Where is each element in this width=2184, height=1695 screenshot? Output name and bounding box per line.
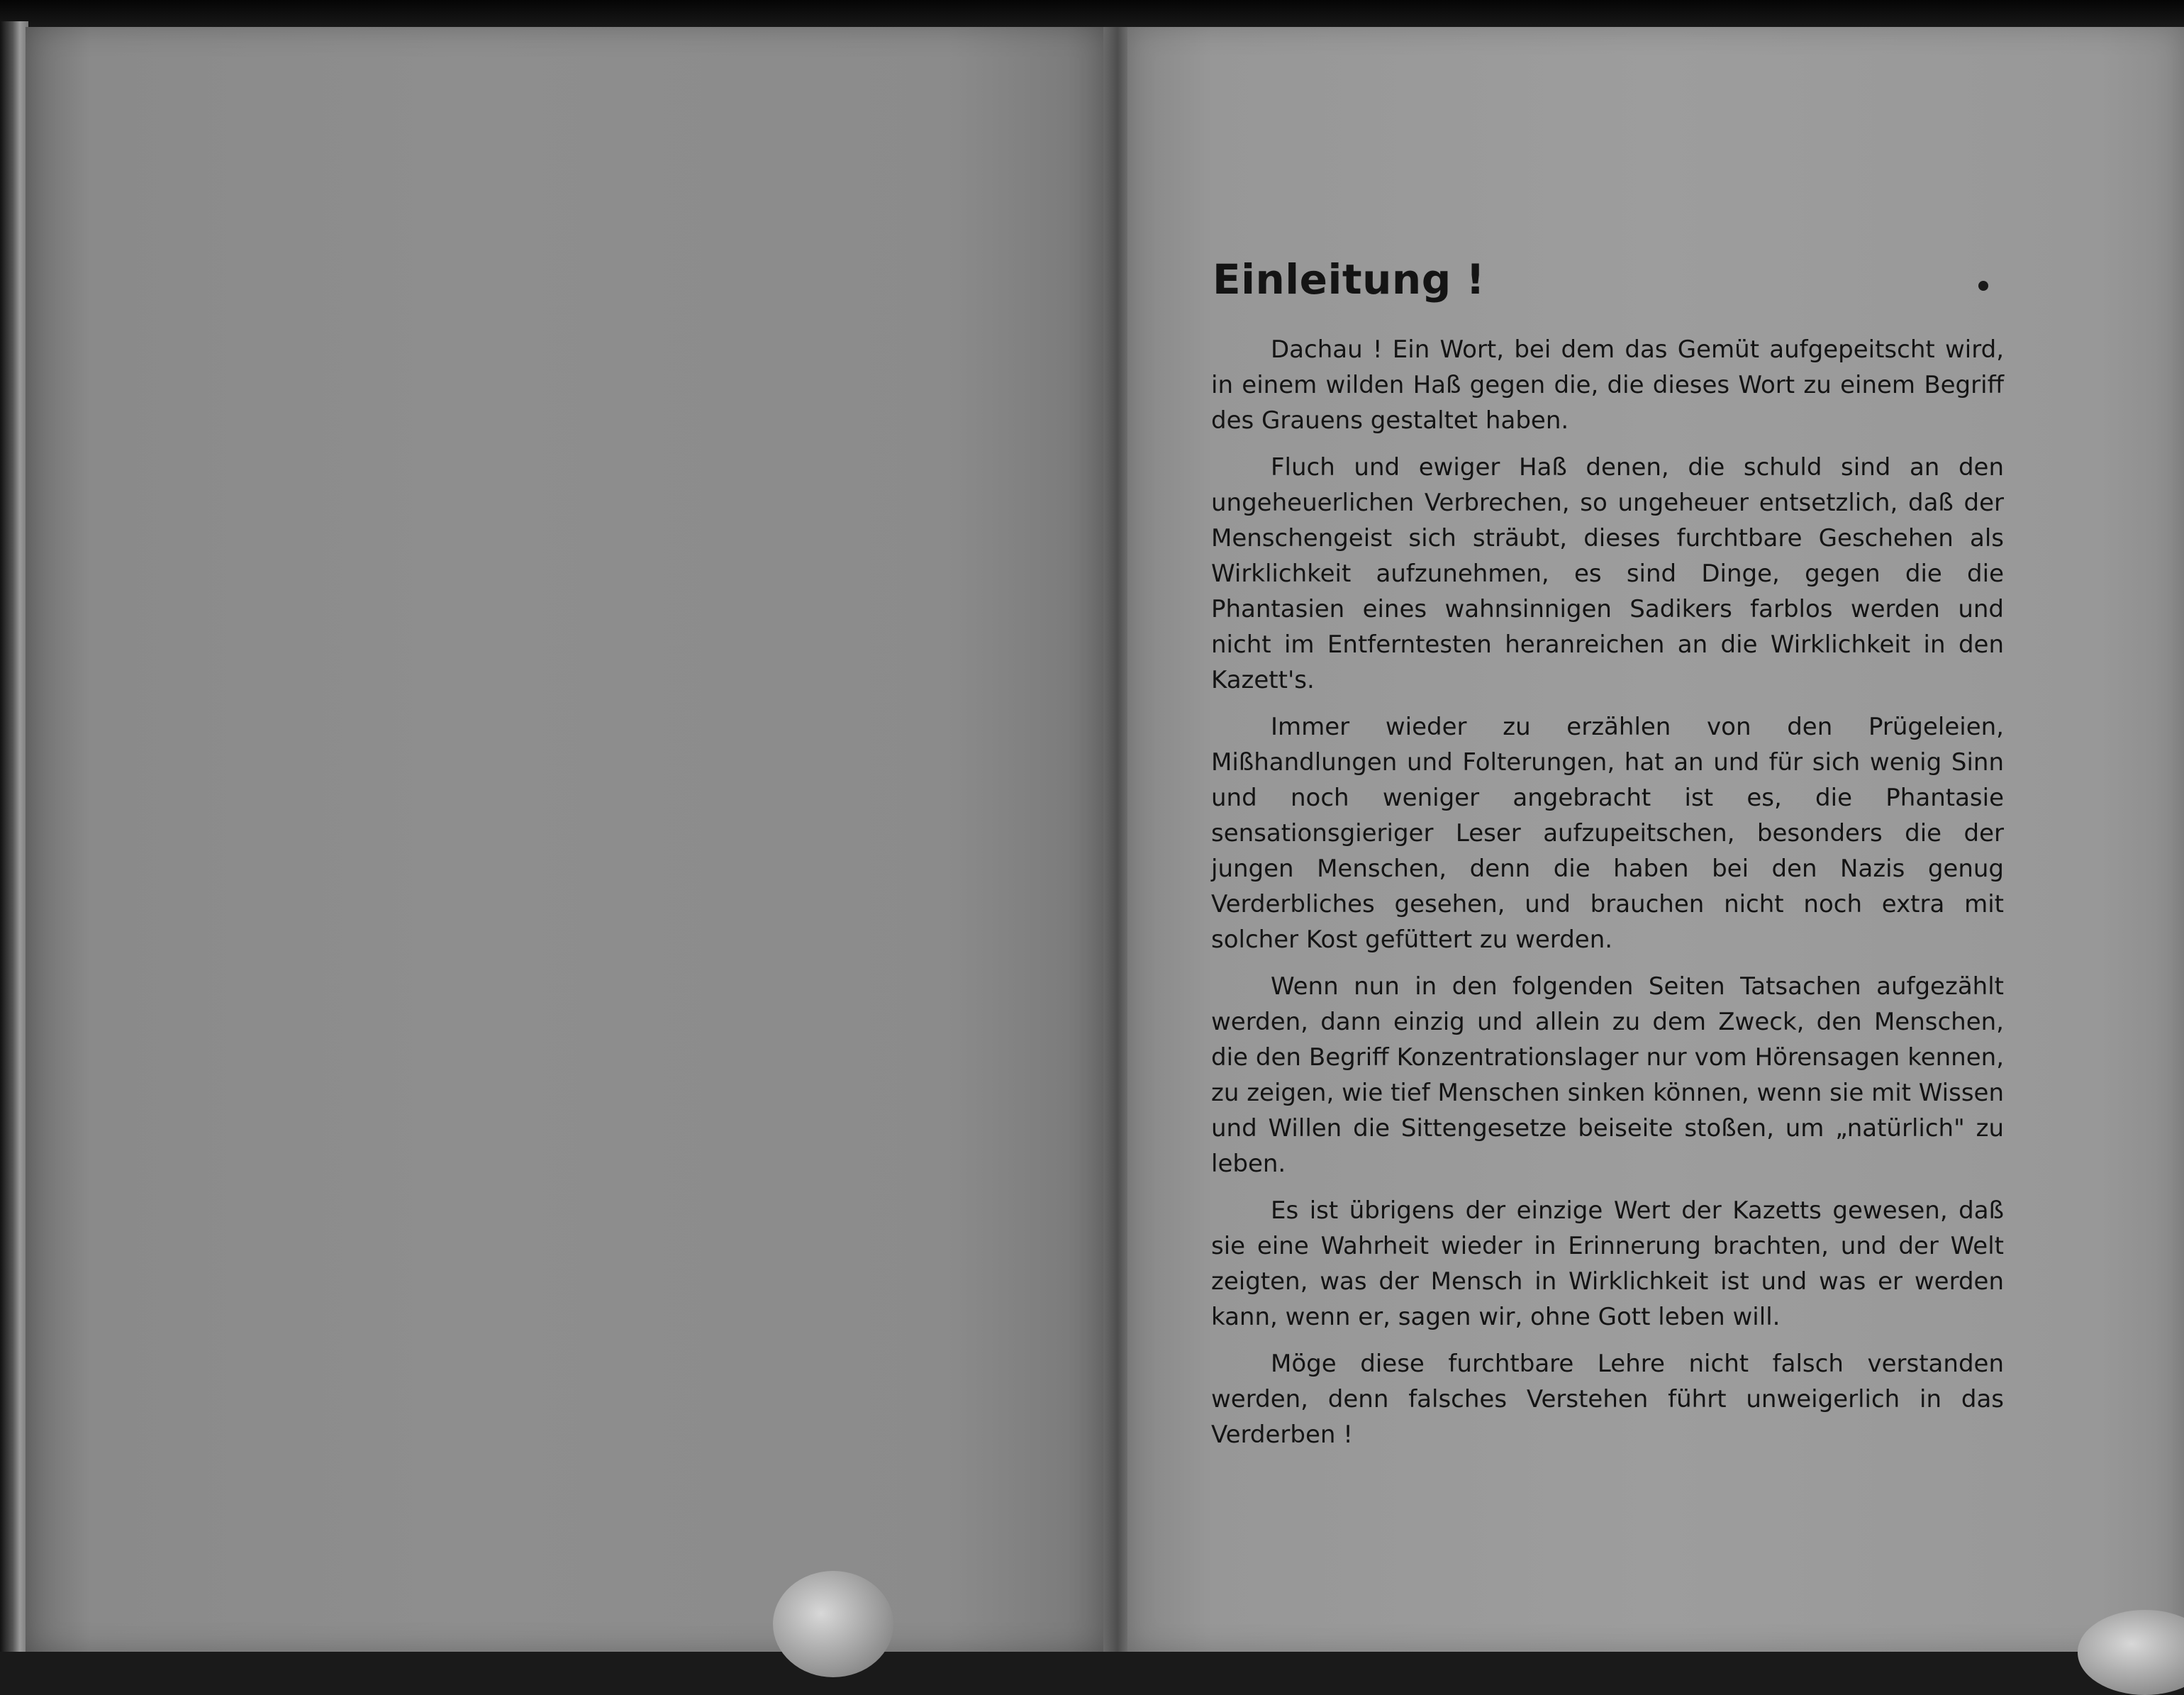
page-text-block: [1211, 255, 2004, 1464]
page-title: Einleitung !: [1213, 255, 1486, 304]
paragraph-5: Es ist übrigens der einzige Wert der Kazetts gewesen, daß sie eine Wahrheit wieder in Erinnerung brachten, und der Welt zeigten, was der Mensch in Wirklichkeit ist und was er werden kann, wenn er, sagen wir, ohne Gott leben will.: [1211, 1196, 2004, 1331]
book-cover-edge: [0, 21, 28, 1652]
paragraph-1: Dachau ! Ein Wort, bei dem das Gemüt aufgepeitscht wird, in einem wilden Haß gegen die, die dieses Wort zu einem Begriff des Grauens gestaltet haben.: [1211, 335, 2004, 435]
paragraph-6: Möge diese furchtbare Lehre nicht falsch verstanden werden, denn falsches Verstehen führt unweigerlich in das Verderben !: [1211, 1350, 2004, 1449]
thumb-left-icon: [773, 1571, 893, 1677]
paragraph-4: Wenn nun in den folgenden Seiten Tatsachen aufgezählt werden, dann einzig und allein zu dem Zweck, den Menschen, die den Begriff Konzentrationslager nur vom Hörensagen kennen, zu zeigen, wie tief Menschen sinken können, wenn sie mit Wissen und Willen die Sittengesetze beiseite stoßen, um „natürlich" zu leben.: [1211, 972, 2004, 1178]
left-page-blank: [26, 27, 1110, 1652]
paragraph-3: Immer wieder zu erzählen von den Prügeleien, Mißhandlungen und Folterungen, hat an und für sich wenig Sinn und noch weniger angebracht ist es, die Phantasie sensationsgieriger Leser aufzupeitschen, besonders die der jungen Menschen, denn die haben bei den Nazis genug Verderbliches gesehen, und brauchen nicht noch extra mit solcher Kost gefüttert zu werden.: [1211, 713, 2004, 954]
paragraph-2: Fluch und ewiger Haß denen, die schuld sind an den ungeheuerlichen Verbrechen, so ungeheuer entsetzlich, daß der Menschengeist sich sträubt, dieses furchtbare Geschehen als Wirklichkeit aufzunehmen, es sind Dinge, gegen die die Phantasien eines wahnsinnigen Sadikers farblos werden und nicht im Entferntesten heranreichen an die Wirklichkeit in den Kazett's.: [1211, 453, 2004, 694]
